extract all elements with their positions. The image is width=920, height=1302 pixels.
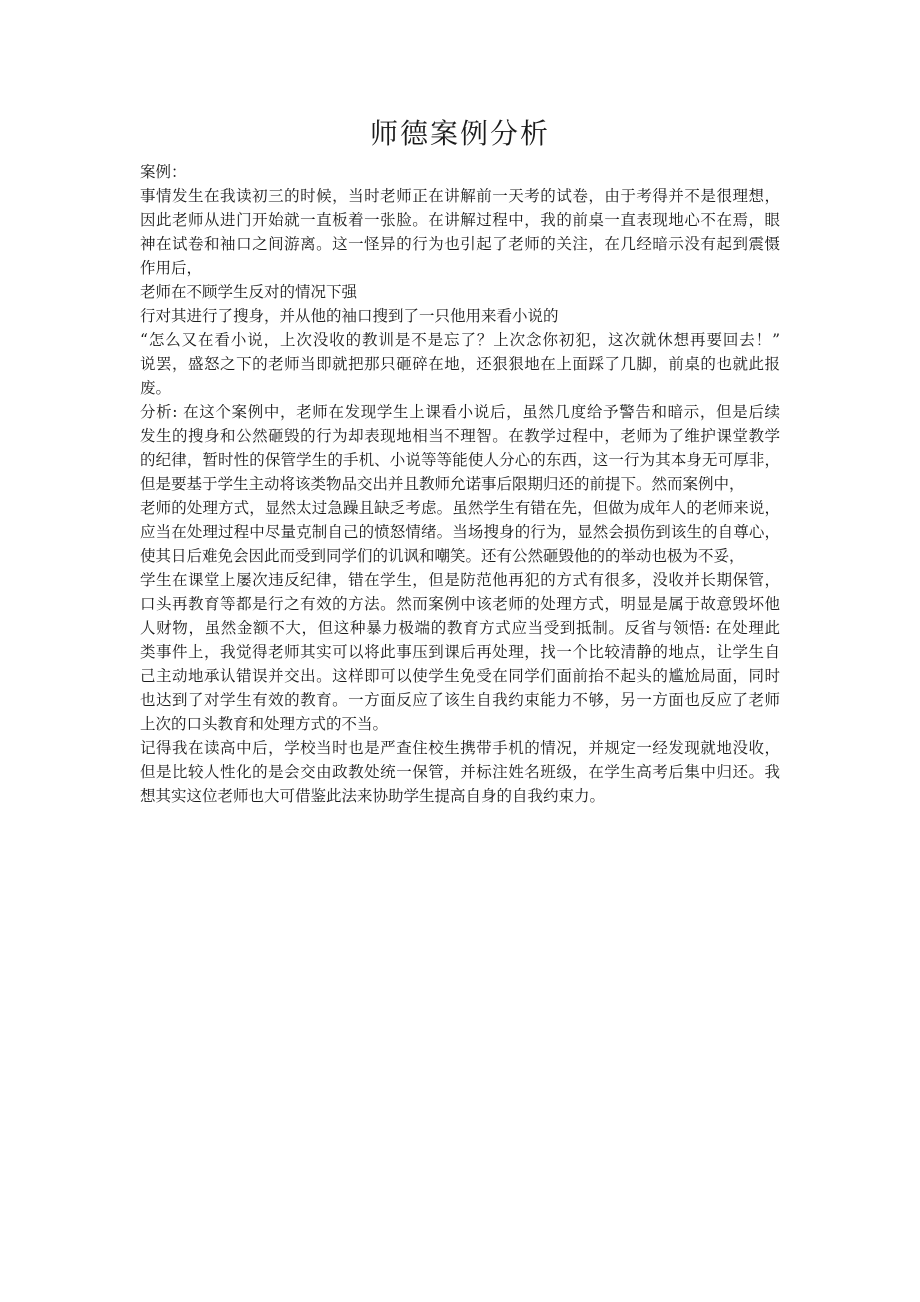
text-line: 记得我在读高中后，学校当时也是严查住校生携带手机的情况，并规定一经发现就地没收， (140, 739, 780, 757)
text-line: 但是要基于学生主动将该类物品交出并且教师允诺事后限期归还的前提下。然而案例中， (140, 475, 745, 493)
document-title: 师德案例分析 (369, 117, 550, 150)
text-line: 老师的处理方式，显然太过急躁且缺乏考虑。虽然学生有错在先，但做为成年人的老师来说， (140, 499, 780, 517)
text-line: 的纪律，暂时性的保管学生的手机、小说等等能使人分心的东西，这一行为其本身无可厚非， (140, 451, 780, 469)
text-line: 应当在处理过程中尽量克制自己的愤怒情绪。当场搜身的行为，显然会损伤到该生的自尊心， (140, 523, 780, 541)
text-line: 也达到了对学生有效的教育。一方面反应了该生自我约束能力不够，另一方面也反应了老师 (140, 691, 780, 709)
text-line: 因此老师从进门开始就一直板着一张脸。在讲解过程中，我的前桌一直表现地心不在焉，眼 (140, 211, 780, 229)
text-line: 口头再教育等都是行之有效的方法。然而案例中该老师的处理方式，明显是属于故意毁坏他 (140, 595, 780, 613)
text-line: “怎么又在看小说，上次没收的教训是不是忘了？上次念你初犯，这次就休想再要回去！” (140, 331, 780, 349)
text-line: 人财物，虽然金额不大，但这种暴力极端的教育方式应当受到抵制。反省与领悟: 在处理此 (140, 619, 780, 637)
text-line: 行对其进行了搜身，并从他的袖口搜到了一只他用来看小说的 (140, 307, 559, 325)
text-line: 学生在课堂上屡次违反纪律，错在学生，但是防范他再犯的方式有很多，没收并长期保管， (140, 571, 780, 589)
text-line: 分析: 在这个案例中，老师在发现学生上课看小说后，虽然几度给予警告和暗示，但是后续 (140, 403, 780, 421)
text-line: 己主动地承认错误并交出。这样即可以使学生免受在同学们面前抬不起头的尴尬局面，同时 (140, 667, 780, 685)
text-line: 说罢，盛怒之下的老师当即就把那只砸碎在地，还狠狠地在上面踩了几脚，前桌的也就此报 (140, 355, 780, 373)
document-body (140, 160, 780, 808)
text-line: 但是比较人性化的是会交由政教处统一保管，并标注姓名班级，在学生高考后集中归还。我 (140, 763, 780, 781)
text-line: 上次的口头教育和处理方式的不当。 (140, 715, 389, 733)
text-line: 作用后， (140, 259, 203, 277)
text-line: 事情发生在我读初三的时候，当时老师正在讲解前一天考的试卷，由于考得并不是很理想， (140, 187, 780, 205)
text-line: 废。 (140, 379, 172, 397)
text-line: 使其日后难免会因此而受到同学们的讥讽和嘲笑。还有公然砸毁他的的举动也极为不妥， (140, 547, 745, 565)
text-line: 类事件上，我觉得老师其实可以将此事压到课后再处理，找一个比较清静的地点，让学生自 (140, 643, 780, 661)
text-line: 想其实这位老师也大可借鉴此法来协助学生提高自身的自我约束力。 (140, 787, 606, 805)
text-line: 案例： (140, 163, 187, 181)
text-line: 老师在不顾学生反对的情况下强 (140, 283, 358, 301)
text-line: 发生的搜身和公然砸毁的行为却表现地相当不理智。在教学过程中，老师为了维护课堂教学 (140, 427, 780, 445)
text-line: 神在试卷和袖口之间游离。这一怪异的行为也引起了老师的关注，在几经暗示没有起到震慑 (140, 235, 780, 253)
